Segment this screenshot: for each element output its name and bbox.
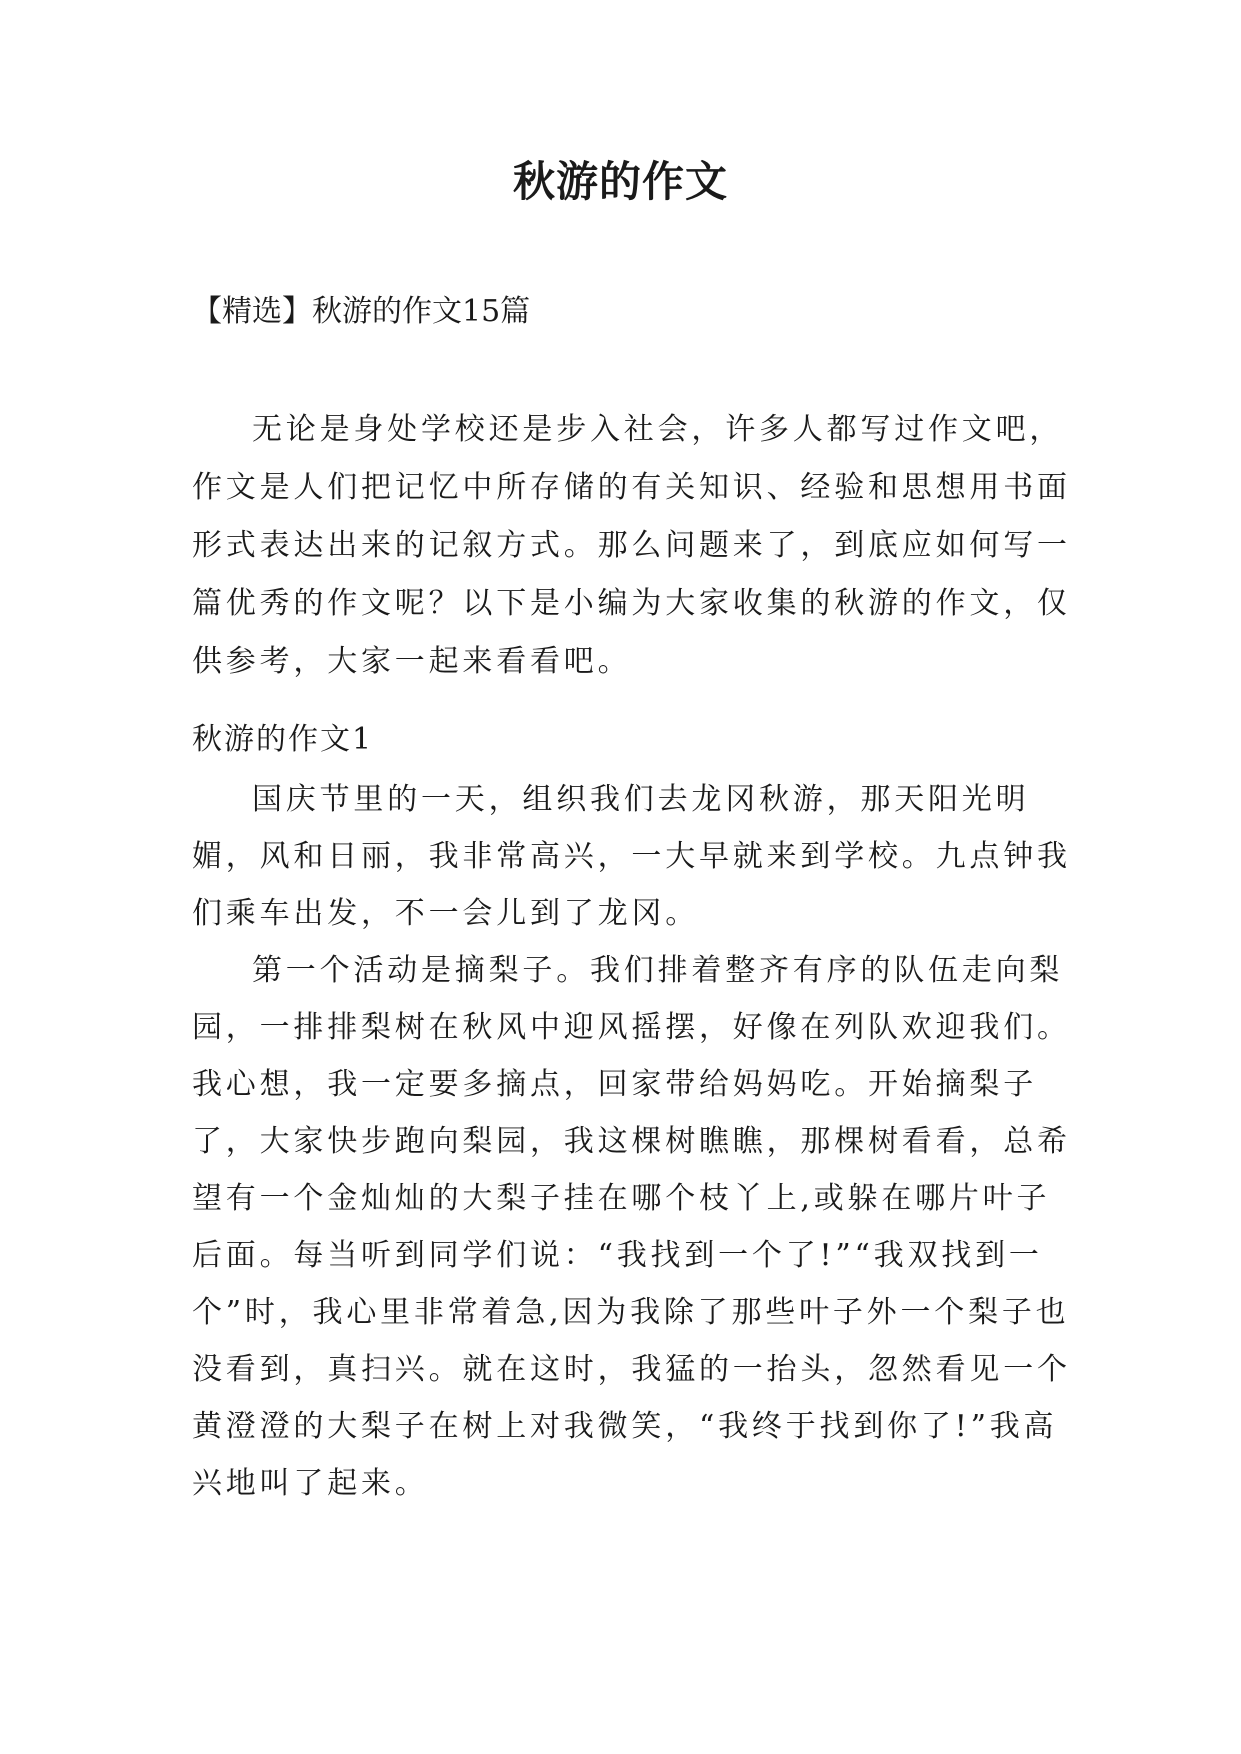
section-heading: 秋游的作文1 — [192, 722, 374, 757]
intro-paragraph: 无论是身处学校还是步入社会，许多人都写过作文吧，作文是人们把记忆中所存储的有关知识、经验和思想用书面形式表达出来的记叙方式。那么问题来了，到底应如何写一篇优秀的作文呢？以下是小编为大家收集的秋游的作文，仅供参考，大家一起来看看吧。 — [192, 412, 1071, 679]
section-paragraph: 国庆节里的一天，组织我们去龙冈秋游，那天阳光明媚，风和日丽，我非常高兴，一大早就来到学校。九点钟我们乘车出发，不一会儿到了龙冈。 — [192, 782, 1071, 931]
section-body — [192, 771, 1072, 1512]
intro-block — [192, 401, 1072, 691]
section-paragraph: 第一个活动是摘梨子。我们排着整齐有序的队伍走向梨园，一排排梨树在秋风中迎风摇摆，好像在列队欢迎我们。我心想，我一定要多摘点，回家带给妈妈吃。开始摘梨子了，大家快步跑向梨园，我这棵树瞧瞧，那棵树看看，总希望有一个金灿灿的大梨子挂在哪个枝丫上,或躲在哪片叶子后面。每当听到同学们说：“我找到一个了!”“我双找到一个”时，我心里非常着急,因为我除了那些叶子外一个梨子也没看到，真扫兴。就在这时，我猛的一抬头，忽然看见一个黄澄澄的大梨子在树上对我微笑，“我终于找到你了!”我高兴地叫了起来。 — [192, 953, 1071, 1501]
document-subtitle: 【精选】秋游的作文15篇 — [192, 294, 531, 329]
document-title: 秋游的作文 — [512, 157, 728, 206]
